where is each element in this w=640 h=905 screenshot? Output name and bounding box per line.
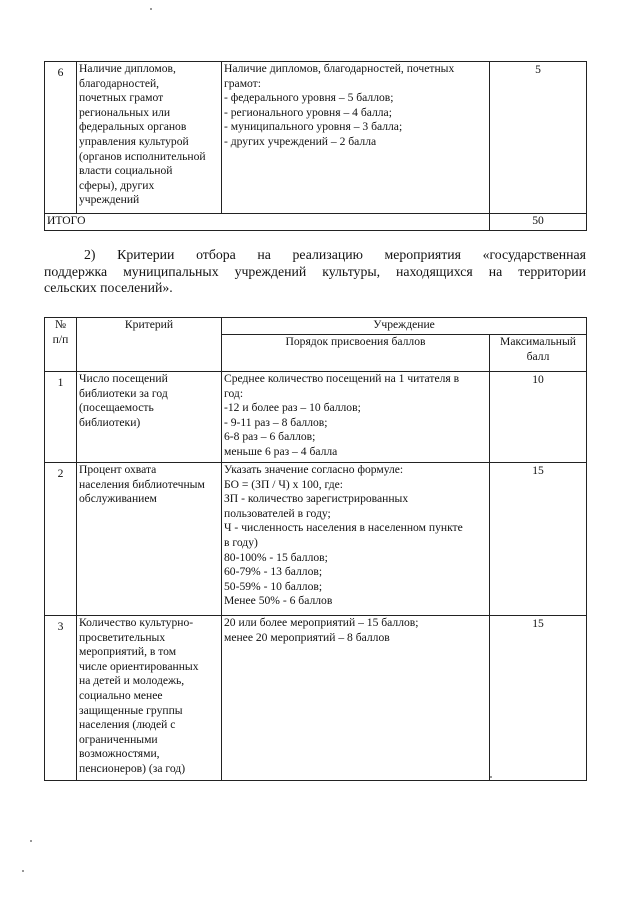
paragraph-line: поддержка муниципальных учреждений культуры, находящихся на территории [44, 263, 586, 279]
criterion-cell: Наличие дипломов, благодарностей, почетных грамот региональных или федеральных органов управления культурой (органов исполнительной власти социальной сферы), других учреждений [77, 62, 222, 214]
points-cell: 15 [490, 463, 587, 616]
paragraph-line: сельских поселений». [44, 280, 173, 295]
section-paragraph [44, 247, 586, 297]
header-institution: Учреждение [222, 318, 587, 335]
header-max-points: Максимальный балл [490, 335, 587, 372]
total-label: ИТОГО [45, 214, 490, 231]
row-number: 1 [45, 372, 77, 463]
row-number: 2 [45, 463, 77, 616]
criterion-cell: Число посещений библиотеки за год (посещаемость библиотеки) [77, 372, 222, 463]
scan-speck [30, 840, 32, 842]
scoring-cell: Указать значение согласно формуле: БО = (ЗП / Ч) х 100, где: ЗП - количество зарегистрированных пользователей в году; Ч - численность населения в населенном пункте в году) 80-100% - 15 баллов; 60-79% - 13 баллов; 50-59% - 10 баллов; Менее 50% - 6 баллов [222, 463, 490, 616]
criterion-cell: Процент охвата населения библиотечным обслуживанием [77, 463, 222, 616]
table-header-row [45, 318, 587, 335]
table-row [45, 463, 587, 616]
scan-speck [22, 870, 24, 872]
points-cell: 5 [490, 62, 587, 214]
row-number: 6 [45, 62, 77, 214]
header-criterion: Критерий [77, 318, 222, 372]
table-row [45, 372, 587, 463]
total-value: 50 [490, 214, 587, 231]
header-scoring-order: Порядок присвоения баллов [222, 335, 490, 372]
scoring-cell: Наличие дипломов, благодарностей, почетных грамот: - федерального уровня – 5 баллов; - регионального уровня – 4 балла; - муниципального уровня – 3 балла; - других учреждений – 2 балла [222, 62, 490, 214]
header-number: № п/п [45, 318, 77, 372]
table-row [45, 616, 587, 781]
points-cell: 10 [490, 372, 587, 463]
scan-speck [150, 8, 152, 10]
scan-speck [490, 776, 492, 778]
table-row [45, 62, 587, 214]
criteria-table-2 [44, 317, 587, 781]
criteria-table-1 [44, 61, 587, 231]
criterion-cell: Количество культурно- просветительных мероприятий, в том числе ориентированных на детей и молодежь, социально менее защищенные группы населения (людей с ограниченными возможностями, пенсионеров) (за год) [77, 616, 222, 781]
row-number: 3 [45, 616, 77, 781]
paragraph-line: 2) Критерии отбора на реализацию мероприятия «государственная [84, 247, 586, 262]
points-cell: 15 [490, 616, 587, 781]
total-row [45, 214, 587, 231]
scoring-cell: Среднее количество посещений на 1 читателя в год: -12 и более раз – 10 баллов; - 9-11 раз – 8 баллов; 6-8 раз – 6 баллов; меньше 6 раз – 4 балла [222, 372, 490, 463]
scoring-cell: 20 или более мероприятий – 15 баллов; менее 20 мероприятий – 8 баллов [222, 616, 490, 781]
